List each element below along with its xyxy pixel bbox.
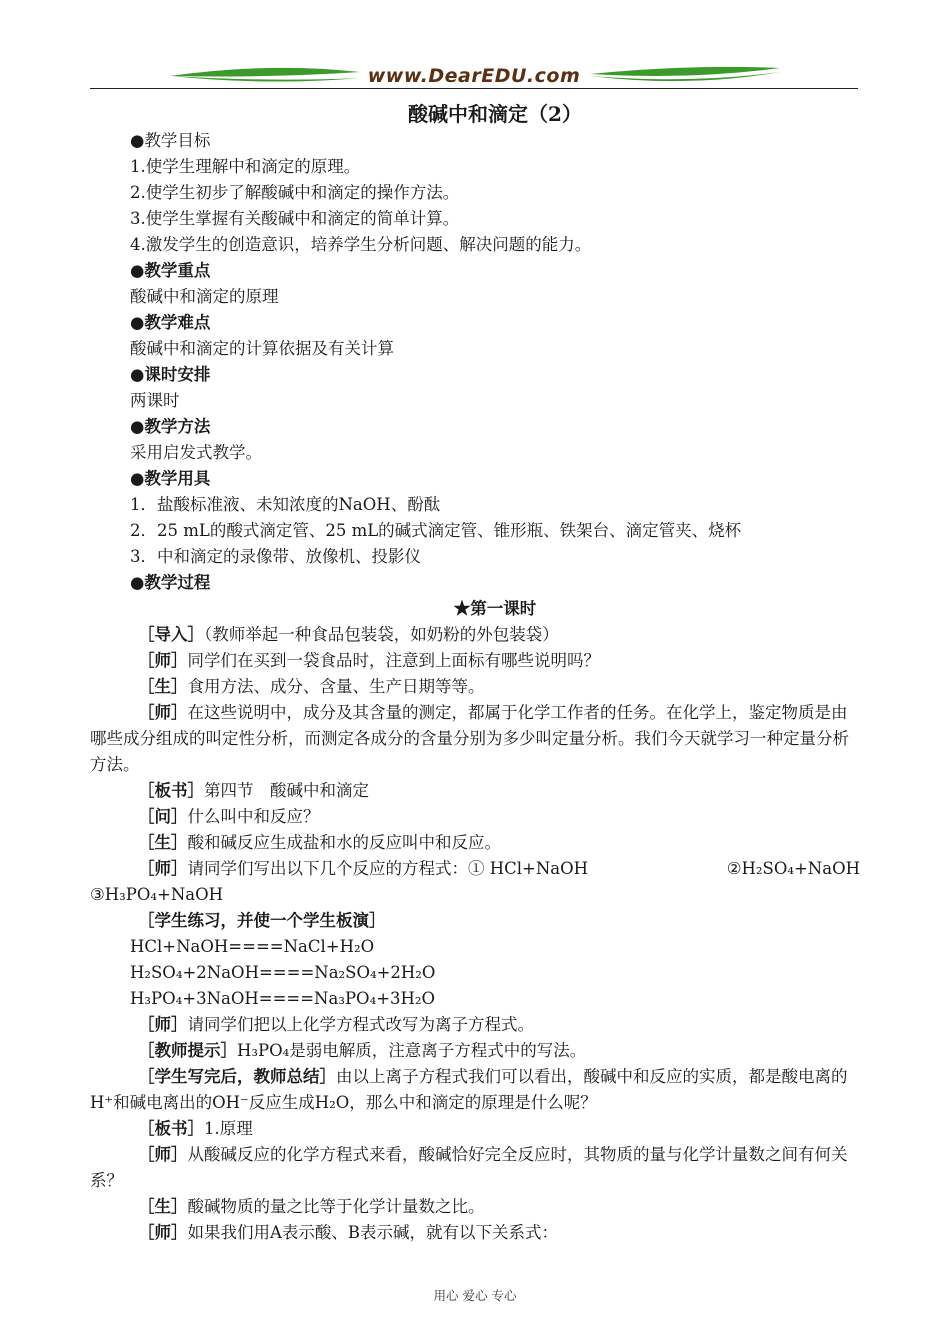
key-points-heading: ●教学重点 bbox=[130, 261, 211, 280]
teacher-text: 在这些说明中，成分及其含量的测定，都属于化学工作者的任务。在化学上，鉴定物质是由哪些成分组成的叫定性分析，而测定各成分的含量分别为多少叫定量分析。我们今天就学习一种定量分析方法。 bbox=[90, 703, 849, 774]
board-tag: ［板书］ bbox=[138, 1119, 204, 1138]
objective-item: 1.使学生理解中和滴定的原理。 bbox=[130, 157, 361, 176]
teacher-text: 从酸碱反应的化学方程式来看，酸碱恰好完全反应时，其物质的量与化学计量数之间有何关系？ bbox=[90, 1145, 848, 1190]
method-heading: ●教学方法 bbox=[130, 417, 211, 436]
tool-item: 2．25 mL的酸式滴定管、25 mL的碱式滴定管、锥形瓶、铁架台、滴定管夹、烧杯 bbox=[130, 521, 742, 540]
page-footer: 用心 爱心 专心 bbox=[433, 1288, 517, 1303]
intro-tag: ［导入］ bbox=[138, 625, 204, 644]
teacher-tag: ［师］ bbox=[138, 1223, 188, 1242]
teacher-tag: ［师］ bbox=[138, 651, 188, 670]
board-text: 第四节 酸碱中和滴定 bbox=[204, 781, 369, 800]
student-tag: ［生］ bbox=[138, 1197, 188, 1216]
objective-item: 2.使学生初步了解酸碱中和滴定的操作方法。 bbox=[130, 183, 460, 202]
dialogue-student bbox=[130, 830, 860, 856]
dialogue-teacher-paragraph bbox=[90, 700, 860, 778]
difficulties-text: 酸碱中和滴定的计算依据及有关计算 bbox=[130, 339, 394, 358]
board-note bbox=[130, 1116, 860, 1142]
dialogue-teacher bbox=[130, 856, 860, 882]
equation-3: ③H₃PO₄+NaOH bbox=[90, 885, 224, 904]
dialogue-student bbox=[130, 1194, 860, 1220]
method-text: 采用启发式教学。 bbox=[130, 443, 262, 462]
question-tag: ［问］ bbox=[138, 807, 188, 826]
practice-note: ［学生练习，并使一个学生板演］ bbox=[138, 911, 386, 930]
dialogue-student bbox=[130, 674, 860, 700]
chemical-equation: H₃PO₄+3NaOH====Na₃PO₄+3H₂O bbox=[130, 989, 436, 1008]
intro-text: （教师举起一种食品包装袋，如奶粉的外包装袋） bbox=[204, 625, 559, 644]
student-text: 酸和碱反应生成盐和水的反应叫中和反应。 bbox=[187, 833, 501, 852]
teacher-text: 请同学们写出以下几个反应的方程式：① HCl+NaOH bbox=[187, 859, 589, 878]
teacher-text: 如果我们用A表示酸、B表示碱，就有以下关系式： bbox=[187, 1223, 559, 1242]
dialogue-teacher bbox=[130, 1012, 860, 1038]
objective-item: 3.使学生掌握有关酸碱中和滴定的简单计算。 bbox=[130, 209, 460, 228]
hint-text: H₃PO₄是弱电解质，注意离子方程式中的写法。 bbox=[237, 1041, 587, 1060]
document-body bbox=[90, 128, 860, 1246]
dialogue-intro bbox=[130, 622, 860, 648]
teacher-hint bbox=[130, 1038, 860, 1064]
difficulties-heading: ●教学难点 bbox=[130, 313, 211, 332]
dialogue-teacher-paragraph bbox=[90, 1142, 860, 1194]
teacher-tag: ［师］ bbox=[138, 703, 188, 722]
teacher-text: 同学们在买到一袋食品时，注意到上面标有哪些说明吗？ bbox=[187, 651, 600, 670]
tool-item: 3．中和滴定的录像带、放像机、投影仪 bbox=[130, 547, 421, 566]
schedule-heading: ●课时安排 bbox=[130, 365, 211, 384]
dialogue-teacher bbox=[130, 648, 860, 674]
summary-tag: ［学生写完后，教师总结］ bbox=[138, 1067, 336, 1086]
board-tag: ［板书］ bbox=[138, 781, 204, 800]
key-points-text: 酸碱中和滴定的原理 bbox=[130, 287, 279, 306]
teacher-tag: ［师］ bbox=[138, 1015, 188, 1034]
student-tag: ［生］ bbox=[138, 677, 188, 696]
dialogue-question bbox=[130, 804, 860, 830]
board-note bbox=[130, 778, 860, 804]
dialogue-teacher bbox=[130, 1220, 860, 1246]
teacher-tag: ［师］ bbox=[138, 859, 188, 878]
site-logo-text: www.DearEDU.com bbox=[367, 65, 581, 87]
student-text: 酸碱物质的量之比等于化学计量数之比。 bbox=[187, 1197, 485, 1216]
objectives-heading: ●教学目标 bbox=[130, 131, 211, 150]
teacher-text: 请同学们把以上化学方程式改写为离子方程式。 bbox=[187, 1015, 534, 1034]
process-heading: ●教学过程 bbox=[130, 573, 211, 592]
chemical-equation: HCl+NaOH====NaCl+H₂O bbox=[130, 937, 375, 956]
document-title: 酸碱中和滴定（2） bbox=[408, 102, 582, 126]
objective-item: 4.激发学生的创造意识，培养学生分析问题、解决问题的能力。 bbox=[130, 235, 592, 254]
hint-tag: ［教师提示］ bbox=[138, 1041, 237, 1060]
board-text: 1.原理 bbox=[204, 1119, 253, 1138]
question-text: 什么叫中和反应？ bbox=[187, 807, 320, 826]
tools-heading: ●教学用具 bbox=[130, 469, 211, 488]
teacher-summary-paragraph bbox=[90, 1064, 860, 1116]
teacher-tag: ［师］ bbox=[138, 1145, 188, 1164]
student-tag: ［生］ bbox=[138, 833, 188, 852]
summary-text: 由以上离子方程式我们可以看出，酸碱中和反应的实质，都是酸电离的H⁺和碱电离出的OH⁻反应生成H₂O，那么中和滴定的原理是什么呢？ bbox=[90, 1067, 848, 1112]
student-text: 食用方法、成分、含量、生产日期等等。 bbox=[187, 677, 485, 696]
schedule-text: 两课时 bbox=[130, 391, 180, 410]
lesson-title: ★第一课时 bbox=[453, 599, 537, 618]
header-divider bbox=[90, 88, 858, 89]
tool-item: 1．盐酸标准液、未知浓度的NaOH、酚酞 bbox=[130, 495, 441, 514]
chemical-equation: H₂SO₄+2NaOH====Na₂SO₄+2H₂O bbox=[130, 963, 436, 982]
equation-2: ②H₂SO₄+NaOH bbox=[726, 859, 860, 878]
